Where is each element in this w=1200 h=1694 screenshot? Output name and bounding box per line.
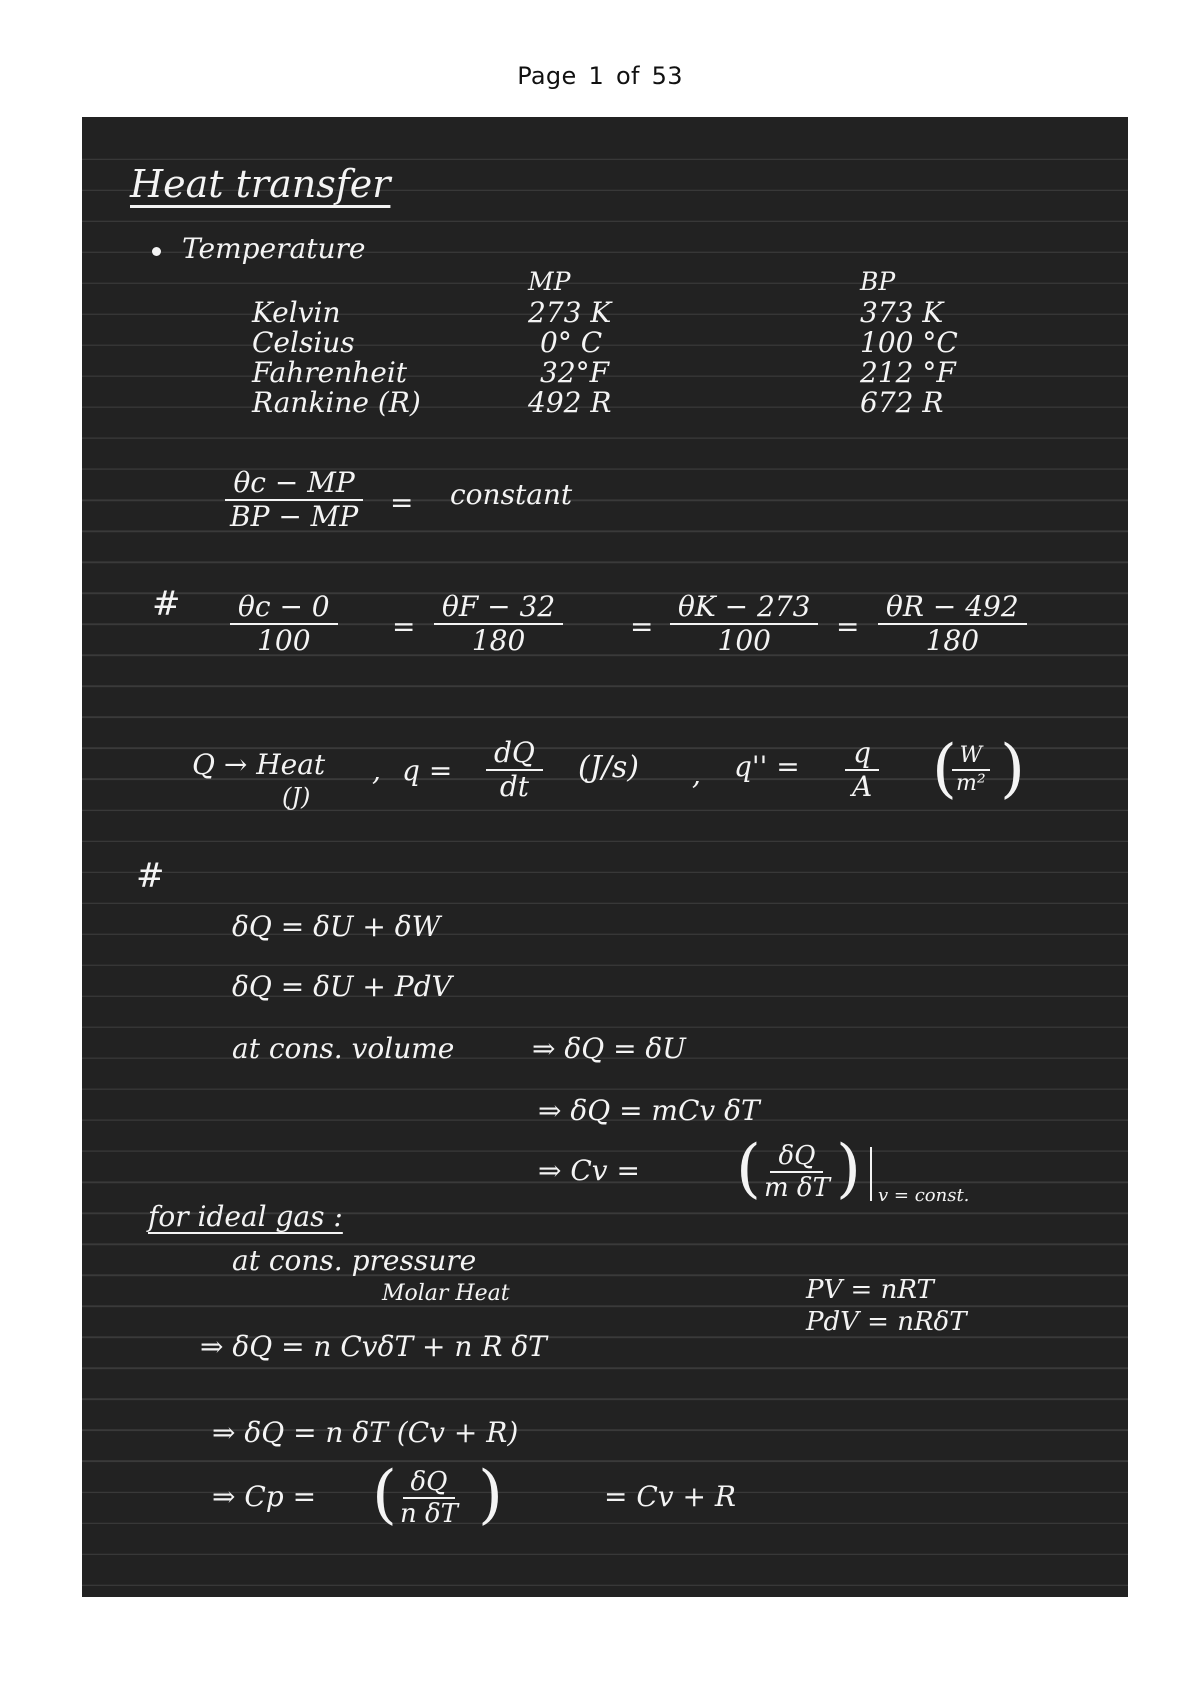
conversion-term-kelvin xyxy=(670,591,818,657)
scale-kelvin: Kelvin xyxy=(252,296,341,329)
hash-marker: # xyxy=(136,856,165,896)
cp-num: δQ xyxy=(403,1467,456,1499)
heat-symbol: Q → Heat xyxy=(192,748,326,781)
heat-flux-lhs: q'' = xyxy=(734,750,800,783)
ratio-rhs: constant xyxy=(450,478,573,511)
conversion-term-celsius xyxy=(230,591,338,657)
paren-open: ( xyxy=(736,1132,761,1206)
ideal-gas-eq2: ⇒ δQ = n δT (Cv + R) xyxy=(212,1416,519,1449)
bullet-icon xyxy=(152,247,161,256)
molar-heat-label: Molar Heat xyxy=(382,1281,510,1306)
notes-page xyxy=(82,117,1128,1597)
scale-celsius: Celsius xyxy=(252,326,355,359)
conversion-term-rankine xyxy=(878,591,1027,657)
paren-open: ( xyxy=(932,732,957,806)
ratio-denominator: BP − MP xyxy=(230,500,359,533)
conversion-den: 100 xyxy=(257,624,311,657)
heat-flux-unit xyxy=(948,743,994,797)
conversion-term-fahrenheit xyxy=(434,591,563,657)
cons-pressure-label: at cons. pressure xyxy=(232,1244,477,1277)
heat-flux-fraction xyxy=(844,737,880,803)
heat-rate-unit xyxy=(578,750,639,785)
hash-marker: # xyxy=(152,584,181,624)
paren-close: ) xyxy=(478,1458,503,1532)
heat-comma: , xyxy=(692,758,701,791)
ideal-gas-law-differential: PdV = nRδT xyxy=(806,1307,967,1337)
conversion-num: θR − 492 xyxy=(878,591,1027,625)
ideal-gas-law: PV = nRT xyxy=(806,1275,934,1305)
evaluation-bar xyxy=(870,1147,872,1201)
scale-fahrenheit: Fahrenheit xyxy=(252,356,408,389)
conversion-num: θF − 32 xyxy=(434,591,563,625)
cp-lhs: ⇒ Cp = xyxy=(212,1480,317,1513)
celsius-mp: 0° C xyxy=(540,326,603,359)
conversion-equals: = xyxy=(630,610,654,643)
cp-fraction xyxy=(392,1467,466,1529)
cv-num: δQ xyxy=(770,1141,823,1173)
paren-open: ( xyxy=(578,750,590,785)
scale-rankine: Rankine (R) xyxy=(252,386,421,419)
heat-rate-den: dt xyxy=(499,770,530,803)
cv-subscript: v = const. xyxy=(878,1185,970,1206)
cons-volume-step1: ⇒ δQ = δU xyxy=(532,1032,686,1065)
rankine-bp: 672 R xyxy=(860,386,944,419)
heat-flux-unit-num: W xyxy=(952,743,991,771)
paren-close: ) xyxy=(1000,732,1025,806)
page-of: of xyxy=(615,62,640,90)
conversion-den: 180 xyxy=(471,624,526,657)
cv-fraction xyxy=(756,1141,838,1203)
conversion-num: θK − 273 xyxy=(670,591,818,625)
page-indicator xyxy=(0,62,1200,90)
fahrenheit-bp: 212 °F xyxy=(860,356,956,389)
paren-close: ) xyxy=(836,1132,861,1206)
celsius-bp: 100 °C xyxy=(860,326,958,359)
page-total: 53 xyxy=(651,62,683,90)
ratio-fraction xyxy=(222,467,366,533)
heat-comma: , xyxy=(372,754,381,787)
conversion-den: 100 xyxy=(717,624,771,657)
cp-rhs: = Cv + R xyxy=(604,1480,736,1513)
first-law-eq1: δQ = δU + δW xyxy=(232,910,441,943)
ratio-equals: = xyxy=(390,486,414,519)
ratio-numerator: θc − MP xyxy=(225,467,362,501)
conversion-equals: = xyxy=(836,610,860,643)
cons-volume-label: at cons. volume xyxy=(232,1032,455,1065)
ideal-gas-heading: for ideal gas : xyxy=(148,1200,343,1233)
first-law-eq2: δQ = δU + PdV xyxy=(232,970,452,1003)
heat-rate-fraction xyxy=(486,737,543,803)
conversion-num: θc − 0 xyxy=(230,591,338,625)
heat-rate-unit-text: J/s xyxy=(589,750,628,785)
heat-flux-den: A xyxy=(852,770,873,803)
notes-title: Heat transfer xyxy=(130,162,391,206)
cons-volume-step2: ⇒ δQ = mCv δT xyxy=(538,1094,760,1127)
cv-den: m δT xyxy=(764,1173,830,1203)
conversion-equals: = xyxy=(392,610,416,643)
conversion-den: 180 xyxy=(925,624,980,657)
heat-unit: (J) xyxy=(282,783,311,811)
paren-close: ) xyxy=(627,750,639,785)
fahrenheit-mp: 32°F xyxy=(540,356,610,389)
heat-flux-num: q xyxy=(845,737,879,771)
col-mp: MP xyxy=(528,267,571,296)
cons-volume-step3: ⇒ Cv = xyxy=(538,1154,640,1187)
ideal-gas-eq1: ⇒ δQ = n CvδT + n R δT xyxy=(200,1330,547,1363)
heat-rate-num: dQ xyxy=(486,737,543,771)
heat-flux-unit-den: m² xyxy=(956,771,986,796)
col-bp: BP xyxy=(860,267,896,296)
page-current: 1 xyxy=(588,62,605,90)
kelvin-bp: 373 K xyxy=(860,296,944,329)
cp-den: n δT xyxy=(400,1499,459,1529)
rankine-mp: 492 R xyxy=(528,386,612,419)
page-label: Page xyxy=(517,62,577,90)
temperature-heading: Temperature xyxy=(182,232,366,265)
paren-open: ( xyxy=(372,1458,397,1532)
kelvin-mp: 273 K xyxy=(528,296,612,329)
heat-rate-lhs: q = xyxy=(402,754,453,787)
